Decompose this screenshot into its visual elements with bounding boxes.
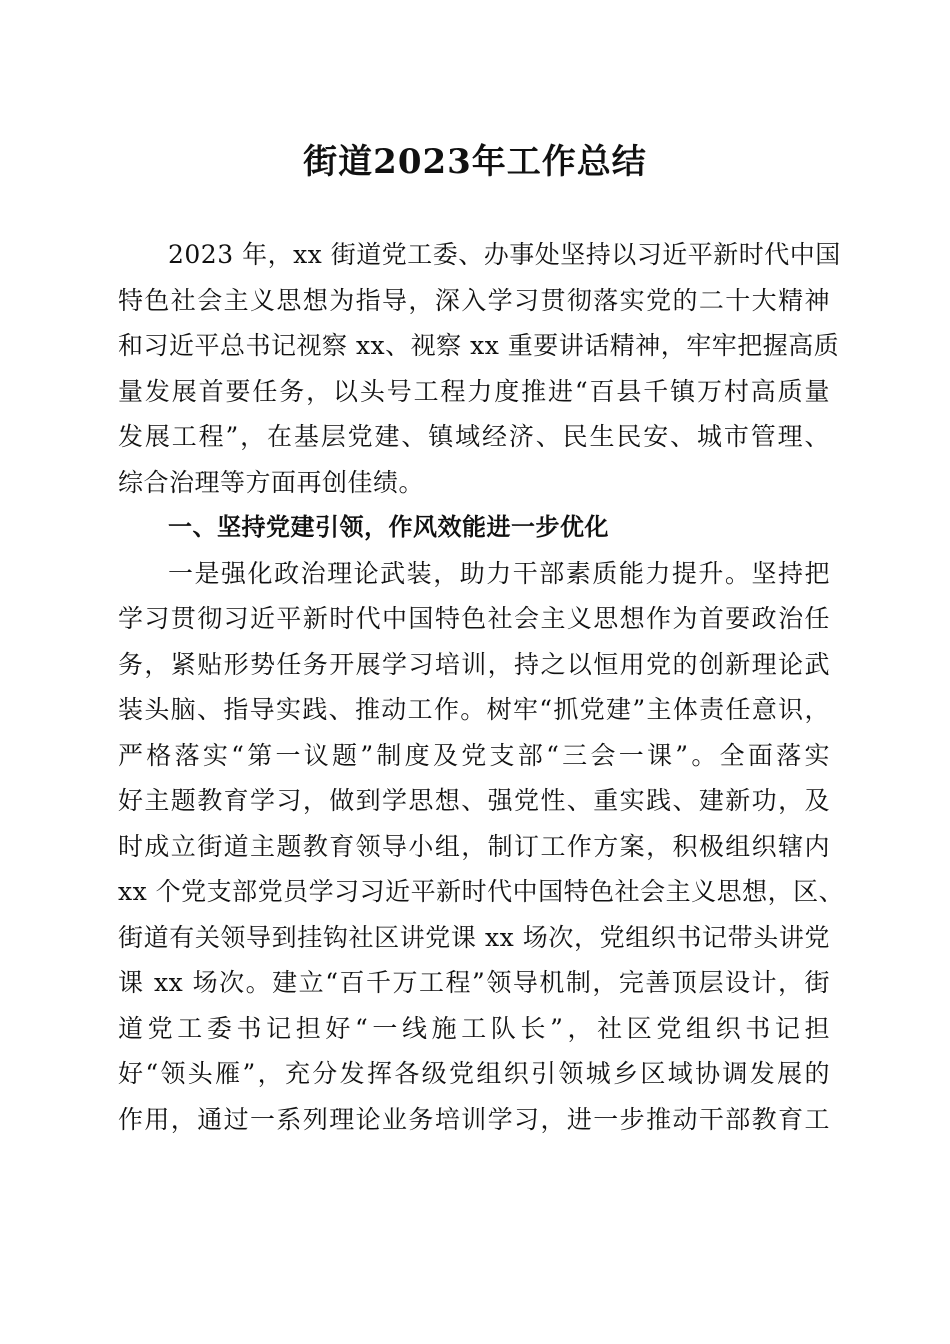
section-line: 道党工委书记担好“一线施工队长”，社区党组织书记担	[118, 1013, 830, 1043]
intro-line: 和习近平总书记视察 xx、视察 xx 重要讲话精神，牢牢把握高质	[118, 331, 840, 360]
intro-line: 2023 年，xx 街道党工委、办事处坚持以习近平新时代中国	[168, 240, 841, 269]
section-line: 装头脑、指导实践、推动工作。树牢“抓党建”主体责任意识，	[118, 695, 830, 724]
intro-line: 量发展首要任务，以头号工程力度推进“百县千镇万村高质量	[118, 376, 830, 406]
document-body	[118, 232, 845, 1142]
section-line: 学习贯彻习近平新时代中国特色社会主义思想作为首要政治任	[118, 604, 830, 633]
intro-line: 发展工程”，在基层党建、镇域经济、民生民安、城市管理、	[118, 422, 830, 451]
section-line: xx 个党支部党员学习习近平新时代中国特色社会主义思想，区、	[118, 877, 845, 906]
section-line: 一是强化政治理论武装，助力干部素质能力提升。坚持把	[168, 558, 830, 588]
intro-line: 特色社会主义思想为指导，深入学习贯彻落实党的二十大精神	[118, 285, 830, 315]
section-line: 街道有关领导到挂钩社区讲党课 xx 场次，党组织书记带头讲党	[118, 922, 830, 952]
section-line: 课 xx 场次。建立“百千万工程”领导机制，完善顶层设计，街	[118, 968, 830, 997]
intro-line: 综合治理等方面再创佳绩。	[118, 467, 425, 497]
section-heading: 一、坚持党建引领，作风效能进一步优化	[168, 513, 609, 541]
section-line: 好“领头雁”，充分发挥各级党组织引领城乡区域协调发展的	[118, 1059, 830, 1088]
document-title: 街道2023年工作总结	[303, 142, 647, 182]
section-line: 严格落实“第一议题”制度及党支部“三会一课”。全面落实	[118, 740, 830, 770]
section-line: 务，紧贴形势任务开展学习培训，持之以恒用党的创新理论武	[118, 649, 830, 679]
section-line: 作用，通过一系列理论业务培训学习，进一步推动干部教育工	[118, 1104, 830, 1134]
section-line: 好主题教育学习，做到学思想、强党性、重实践、建新功，及	[118, 786, 830, 815]
section-line: 时成立街道主题教育领导小组，制订工作方案，积极组织辖内	[118, 831, 830, 861]
